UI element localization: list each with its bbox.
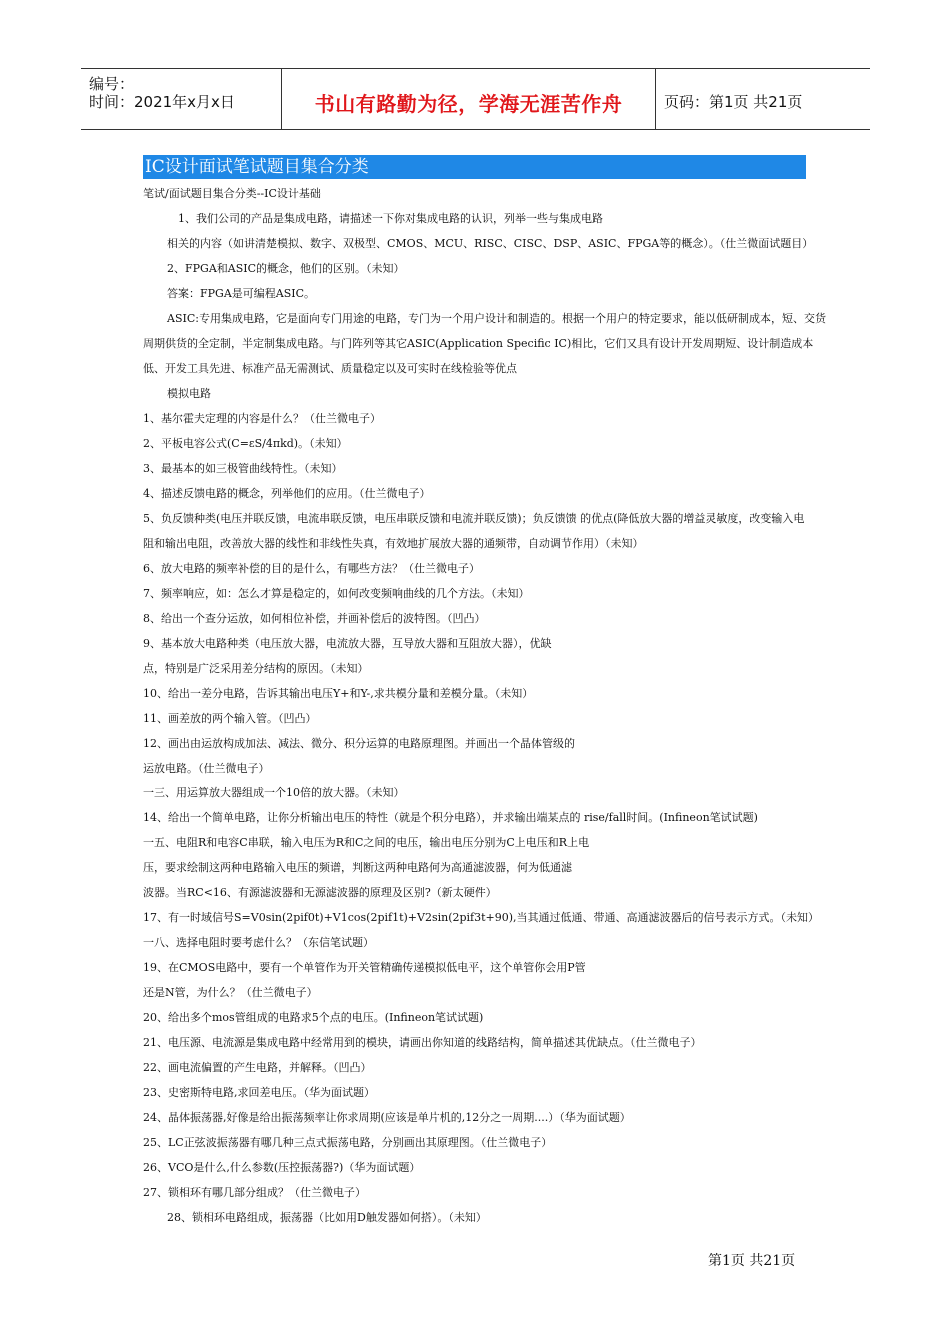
body-line: 2、平板电容公式(C=εS/4πkd)。（未知） (143, 437, 348, 450)
body-line: 低、开发工具先进、标准产品无需测试、质量稳定以及可实时在线检验等优点 (143, 362, 517, 375)
header-left-cell (81, 69, 282, 129)
body-line: 阻和输出电阻，改善放大器的线性和非线性失真，有效地扩展放大器的通频带，自动调节作用）（未知） (143, 537, 644, 550)
body-line: 10、给出一差分电路，告诉其输出电压Y+和Y-,求共模分量和差模分量。（未知） (143, 687, 534, 700)
body-line: 17、有一时域信号S=V0sin(2pif0t)+V1cos(2pif1t)+V2sin(2pif3t+90),当其通过低通、带通、高通滤波器后的信号表示方式。（未知） (143, 911, 820, 924)
body-line: 14、给出一个简单电路，让你分析输出电压的特性（就是个积分电路），并求输出端某点的 rise/fall时间。(Infineon笔试试题) (143, 811, 758, 824)
body-line: 25、LC正弦波振荡器有哪几种三点式振荡电路，分别画出其原理图。（仕兰微电子） (143, 1136, 553, 1149)
body-line: 3、最基本的如三极管曲线特性。（未知） (143, 462, 343, 475)
body-line: 1、我们公司的产品是集成电路，请描述一下你对集成电路的认识，列举一些与集成电路 (178, 212, 603, 225)
body-line: 模拟电路 (167, 387, 211, 400)
body-line: 7、频率响应，如：怎么才算是稳定的，如何改变频响曲线的几个方法。（未知） (143, 587, 530, 600)
header-motto: 书山有路勤为径，学海无涯苦作舟 (314, 92, 623, 116)
header-number-label: 编号： (89, 75, 135, 93)
body-line: 周期供货的全定制，半定制集成电路。与门阵列等其它ASIC(Application Specific IC)相比，它们又具有设计开发周期短、设计制造成本 (143, 337, 814, 350)
body-line: 一五、电阻R和电容C串联，输入电压为R和C之间的电压，输出电压分别为C上电压和R上电 (143, 836, 590, 849)
body-line: 答案：FPGA是可编程ASIC。 (167, 287, 316, 300)
header-time-label: 时间：2021年x月x日 (89, 93, 235, 111)
body-line: 9、基本放大电路种类（电压放大器，电流放大器，互导放大器和互阻放大器），优缺 (143, 637, 552, 650)
body-line: ASIC:专用集成电路，它是面向专门用途的电路，专门为一个用户设计和制造的。根据一个用户的特定要求，能以低研制成本，短、交货 (167, 312, 826, 325)
document-subtitle: 笔试/面试题目集合分类--IC设计基础 (143, 187, 321, 200)
body-line: 还是N管，为什么？（仕兰微电子） (143, 986, 318, 999)
body-line: 波器。当RC<16、有源滤波器和无源滤波器的原理及区别?（新太硬件） (143, 886, 497, 899)
footer-page-label: 第1页 共21页 (708, 1253, 796, 1269)
body-line: 11、画差放的两个输入管。（凹凸） (143, 712, 317, 725)
body-line: 6、放大电路的频率补偿的目的是什么，有哪些方法？（仕兰微电子） (143, 562, 480, 575)
body-line: 23、史密斯特电路,求回差电压。（华为面试题） (143, 1086, 375, 1099)
body-line: 压，要求绘制这两种电路输入电压的频谱，判断这两种电路何为高通滤波器，何为低通滤 (143, 861, 572, 874)
body-line: 24、晶体振荡器,好像是给出振荡频率让你求周期(应该是单片机的,12分之一周期....）（华为面试题） (143, 1111, 631, 1124)
body-line: 26、VCO是什么,什么参数(压控振荡器?)（华为面试题） (143, 1161, 421, 1174)
header-motto-cell (282, 69, 656, 129)
body-line: 运放电路。（仕兰微电子） (143, 762, 270, 775)
body-line: 点，特别是广泛采用差分结构的原因。（未知） (143, 662, 369, 675)
body-line: 5、负反馈种类(电压并联反馈，电流串联反馈，电压串联反馈和电流并联反馈)；负反馈馈 的优点(降低放大器的增益灵敏度，改变输入电 (143, 512, 805, 525)
page-header (81, 68, 870, 130)
body-line: 20、给出多个mos管组成的电路求5个点的电压。(Infineon笔试试题) (143, 1011, 484, 1024)
header-page-label: 页码：第1页 共21页 (664, 93, 803, 111)
body-line: 21、电压源、电流源是集成电路中经常用到的模块，请画出你知道的线路结构，简单描述其优缺点。（仕兰微电子） (143, 1036, 702, 1049)
body-line: 一八、选择电阻时要考虑什么？（东信笔试题） (143, 936, 374, 949)
header-right-cell (656, 69, 870, 129)
body-line: 12、画出由运放构成加法、减法、微分、积分运算的电路原理图。并画出一个晶体管级的 (143, 737, 575, 750)
body-line: 相关的内容（如讲清楚模拟、数字、双极型、CMOS、MCU、RISC、CISC、DSP、ASIC、FPGA等的概念）。（仕兰微面试题目） (167, 237, 814, 250)
body-line: 27、锁相环有哪几部分组成？（仕兰微电子） (143, 1186, 366, 1199)
body-line: 4、描述反馈电路的概念，列举他们的应用。（仕兰微电子） (143, 487, 431, 500)
body-line: 8、给出一个查分运放，如何相位补偿，并画补偿后的波特图。（凹凸） (143, 612, 486, 625)
body-line: 28、锁相环电路组成，振荡器（比如用D触发器如何搭）。（未知） (167, 1211, 487, 1224)
body-line: 1、基尔霍夫定理的内容是什么？（仕兰微电子） (143, 412, 381, 425)
body-line: 2、FPGA和ASIC的概念，他们的区别。（未知） (167, 262, 405, 275)
document-title: IC设计面试笔试题目集合分类 (143, 155, 806, 179)
body-line: 19、在CMOS电路中，要有一个单管作为开关管精确传递模拟低电平，这个单管你会用P管 (143, 961, 586, 974)
body-line: 22、画电流偏置的产生电路，并解释。（凹凸） (143, 1061, 372, 1074)
body-line: 一三、用运算放大器组成一个10倍的放大器。（未知） (143, 786, 405, 799)
